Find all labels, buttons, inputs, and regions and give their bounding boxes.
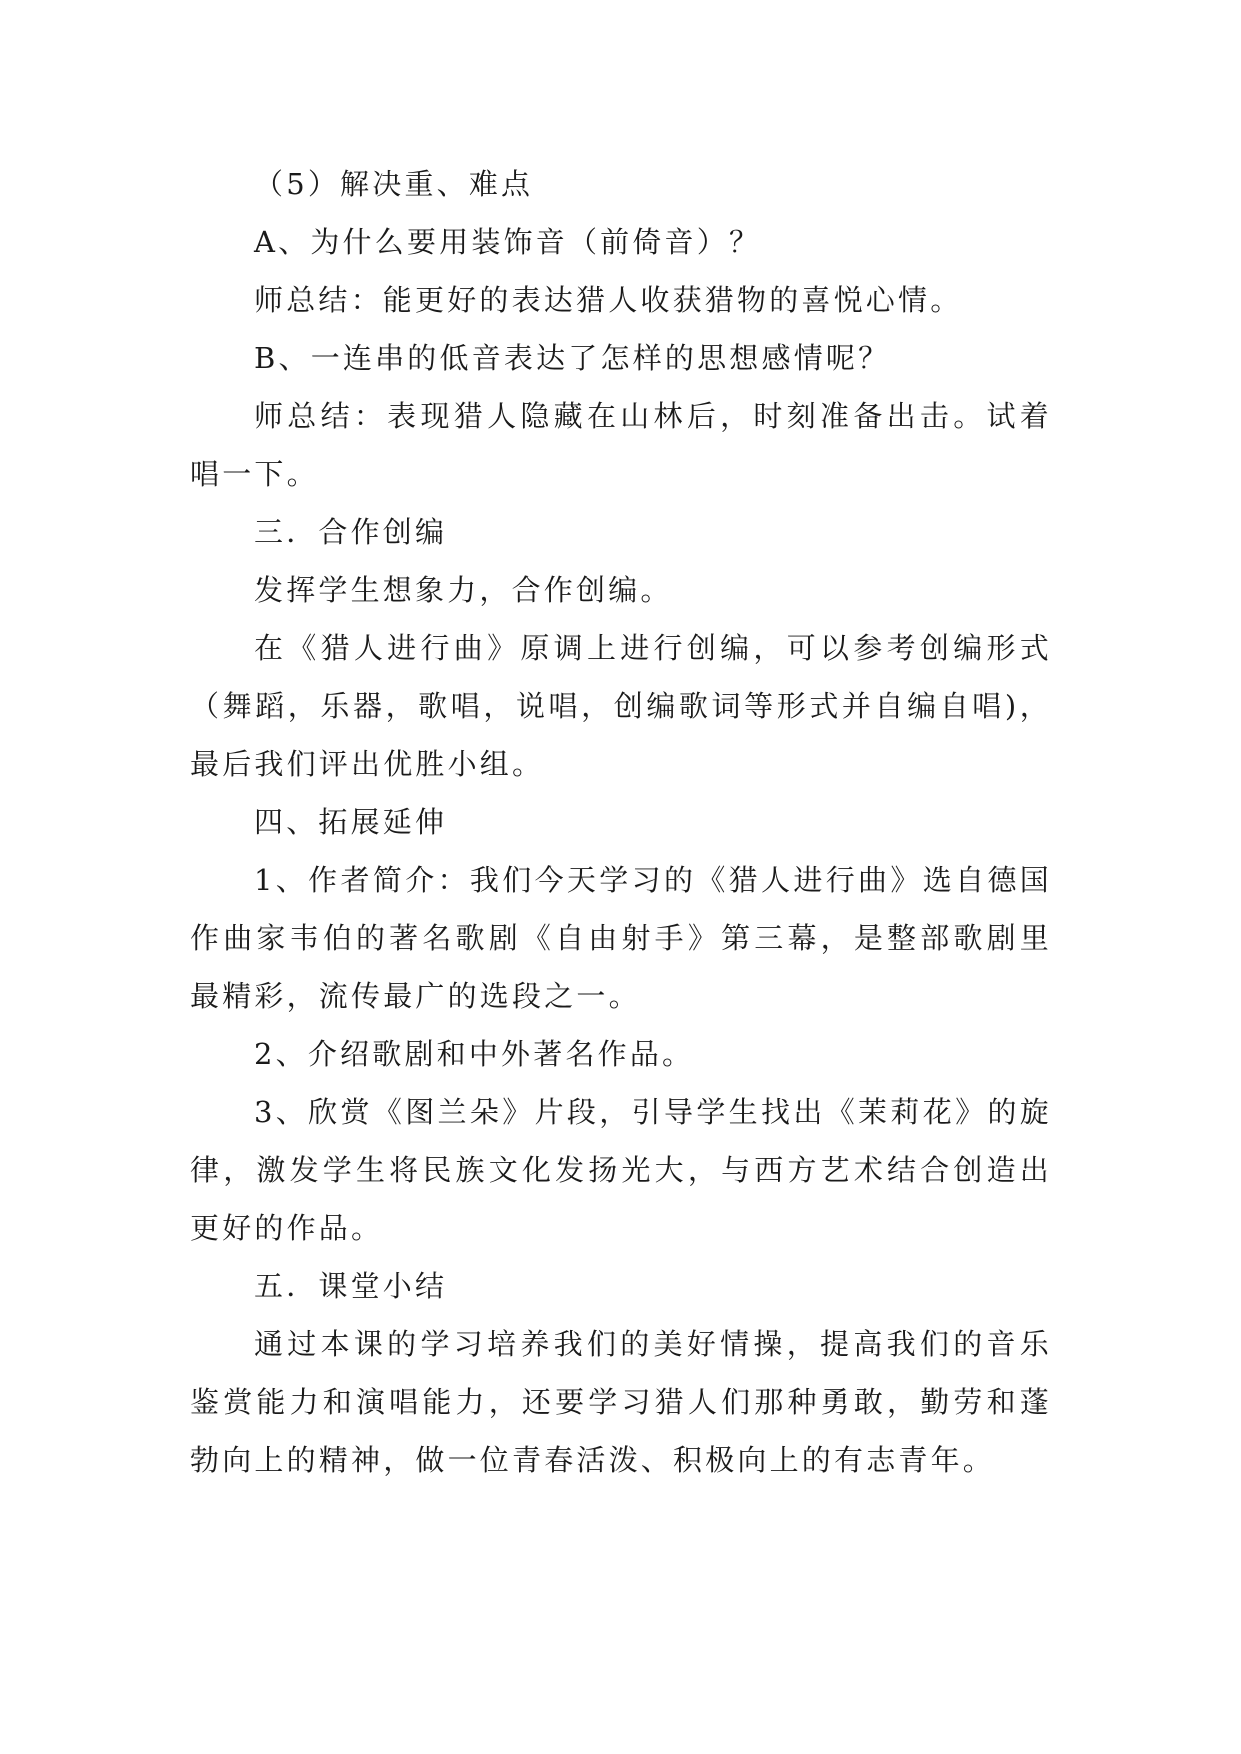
- opera-intro: 2、介绍歌剧和中外著名作品。: [254, 1037, 695, 1071]
- lesson-summary: 通过本课的学习培养我们的美好情操，提高我们的音乐鉴赏能力和演唱能力，还要学习猎人们那种勇敢，勤劳和蓬勃向上的精神，做一位青春活泼、积极向上的有志青年。: [190, 1327, 1052, 1477]
- section-four-heading: 四、拓展延伸: [254, 805, 448, 839]
- section-five-heading: 五．课堂小结: [254, 1269, 448, 1303]
- heading-difficulty: （5）解决重、难点: [254, 167, 534, 201]
- question-a: A、为什么要用装饰音（前倚音）？: [254, 225, 762, 259]
- turandot-appreciation: 3、欣赏《图兰朵》片段，引导学生找出《茉莉花》的旋律，激发学生将民族文化发扬光大，与西方艺术结合创造出更好的作品。: [190, 1095, 1052, 1245]
- teacher-summary-a: 师总结：能更好的表达猎人收获猎物的喜悦心情。: [254, 283, 963, 317]
- section-three-heading: 三．合作创编: [254, 515, 448, 549]
- section-three-intro: 发挥学生想象力，合作创编。: [254, 573, 673, 607]
- section-three-body: 在《猎人进行曲》原调上进行创编，可以参考创编形式（舞蹈，乐器，歌唱，说唱，创编歌词等形式并自编自唱)，最后我们评出优胜小组。: [190, 631, 1052, 781]
- composer-intro: 1、作者简介：我们今天学习的《猎人进行曲》选自德国作曲家韦伯的著名歌剧《自由射手》第三幕，是整部歌剧里最精彩，流传最广的选段之一。: [190, 863, 1052, 1013]
- document-body: [190, 155, 1052, 1489]
- teacher-summary-b: 师总结：表现猎人隐藏在山林后，时刻准备出击。试着唱一下。: [190, 399, 1052, 491]
- question-b: B、一连串的低音表达了怎样的思想感情呢？: [254, 341, 891, 375]
